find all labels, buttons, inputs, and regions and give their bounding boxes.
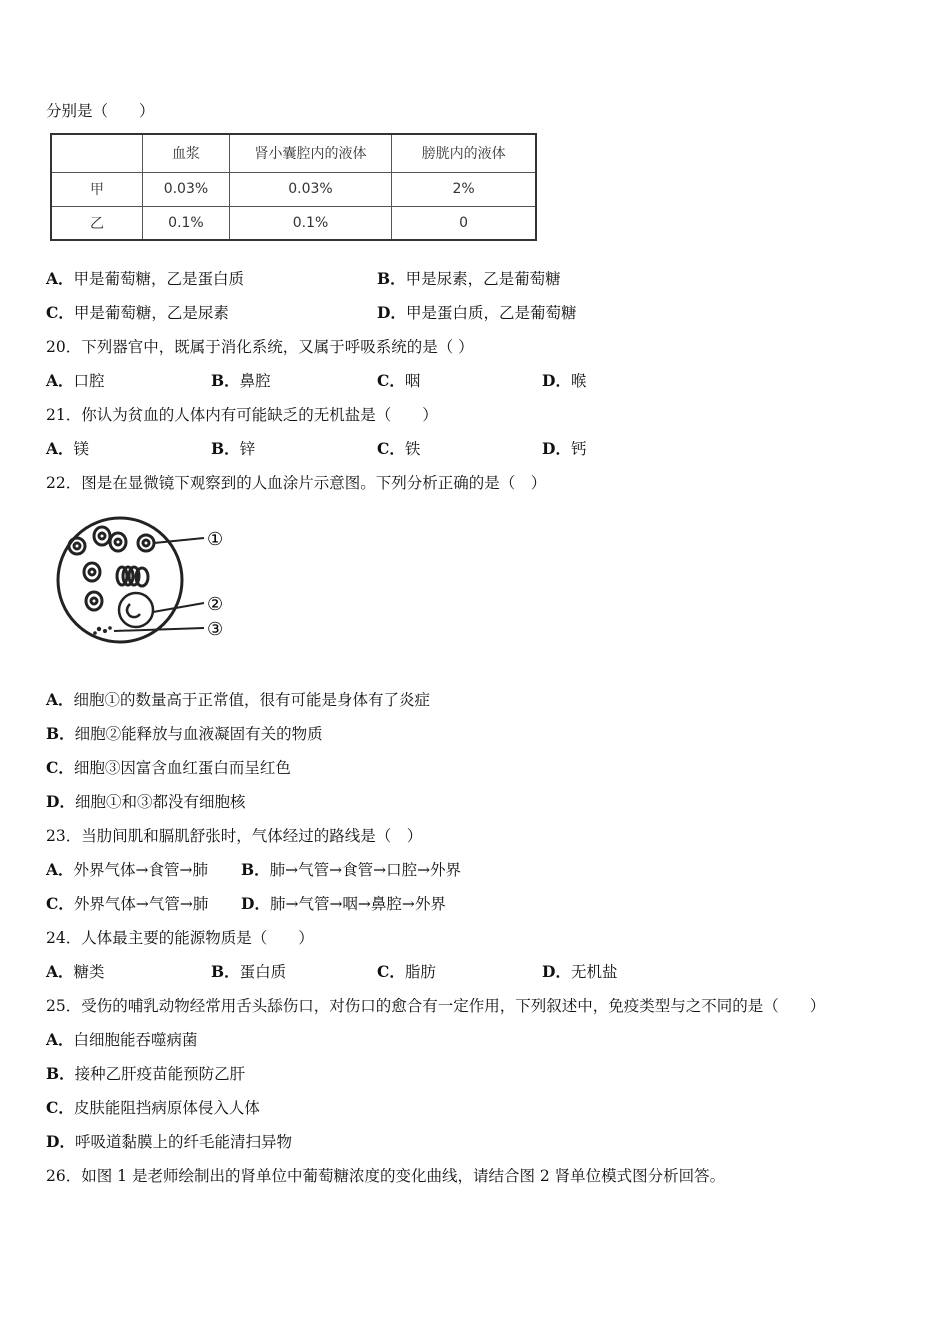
- q22-option-c[interactable]: [46, 758, 291, 778]
- option-letter: A．: [46, 439, 74, 458]
- option-text: 白细胞能吞噬病菌: [73, 1031, 198, 1049]
- option-letter: C．: [46, 894, 74, 913]
- q19-option-b[interactable]: [377, 269, 561, 289]
- q21-stem: 21．你认为贫血的人体内有可能缺乏的无机盐是（ ）: [46, 406, 438, 424]
- q23-option-a[interactable]: [46, 860, 208, 880]
- option-letter: D．: [542, 439, 571, 458]
- table-header-cell: 肾小囊腔内的液体: [229, 134, 391, 172]
- option-letter: C．: [377, 371, 405, 390]
- option-text: 甲是葡萄糖，乙是蛋白质: [73, 270, 245, 288]
- option-text: 肺→气管→咽→鼻腔→外界: [269, 895, 446, 913]
- option-letter: D．: [46, 792, 75, 811]
- option-text: 无机盐: [570, 963, 618, 981]
- q21-option-d[interactable]: [542, 439, 586, 459]
- option-letter: A．: [46, 269, 74, 288]
- q24-option-c[interactable]: [377, 962, 436, 982]
- white-blood-cell: [119, 593, 153, 627]
- table-row: [51, 206, 536, 240]
- option-letter: B．: [211, 439, 240, 458]
- q24-option-a[interactable]: [46, 962, 105, 982]
- q23-option-c[interactable]: [46, 894, 208, 914]
- option-letter: B．: [211, 371, 240, 390]
- q25-stem: 25．受伤的哺乳动物经常用舌头舔伤口，对伤口的愈合有一定作用，下列叙述中，免疫类型与之不同的是（ ）: [46, 997, 826, 1015]
- option-text: 细胞①的数量高于正常值，很有可能是身体有了炎症: [73, 691, 431, 709]
- table-header-cell: 血浆: [143, 134, 230, 172]
- option-letter: A．: [46, 690, 74, 709]
- option-letter: B．: [46, 724, 75, 743]
- q20-option-b[interactable]: [211, 371, 271, 391]
- option-text: 铁: [404, 440, 421, 458]
- q24-option-b[interactable]: [211, 962, 286, 982]
- q20-option-c[interactable]: [377, 371, 420, 391]
- table-cell: 乙: [51, 206, 143, 240]
- option-letter: A．: [46, 371, 74, 390]
- table-row: [51, 172, 536, 206]
- blood-smear-diagram: [44, 500, 264, 650]
- option-text: 甲是尿素，乙是葡萄糖: [405, 270, 561, 288]
- option-letter: B．: [241, 860, 270, 879]
- option-text: 锌: [239, 440, 256, 458]
- q25-option-b[interactable]: [46, 1064, 245, 1084]
- option-text: 外界气体→气管→肺: [73, 895, 209, 913]
- blood-smear-figure: [44, 500, 264, 654]
- option-letter: B．: [211, 962, 240, 981]
- option-letter: D．: [542, 371, 571, 390]
- option-text: 镁: [73, 440, 90, 458]
- table-header-cell: 膀胱内的液体: [392, 134, 536, 172]
- q23-option-b[interactable]: [241, 860, 461, 880]
- q19-option-a[interactable]: [46, 269, 244, 289]
- option-letter: A．: [46, 860, 74, 879]
- table-cell: 0.1%: [143, 206, 230, 240]
- q22-option-d[interactable]: [46, 792, 245, 812]
- option-letter: B．: [46, 1064, 75, 1083]
- option-letter: A．: [46, 1030, 74, 1049]
- option-text: 甲是蛋白质，乙是葡萄糖: [405, 304, 577, 322]
- option-text: 糖类: [73, 963, 105, 981]
- table-cell: 0.03%: [229, 172, 391, 206]
- option-letter: D．: [241, 894, 270, 913]
- q21-option-b[interactable]: [211, 439, 255, 459]
- option-text: 外界气体→食管→肺: [73, 861, 209, 879]
- q22-option-a[interactable]: [46, 690, 430, 710]
- q26-stem: 26．如图 1 是老师绘制出的肾单位中葡萄糖浓度的变化曲线，请结合图 2 肾单位模式图分析回答。: [46, 1167, 726, 1185]
- platelets: [93, 626, 112, 635]
- q20-option-d[interactable]: [542, 371, 586, 391]
- option-text: 钙: [570, 440, 587, 458]
- option-text: 呼吸道黏膜上的纤毛能清扫异物: [74, 1133, 292, 1151]
- table-cell: 0: [392, 206, 536, 240]
- q19-data-table: [50, 133, 537, 241]
- option-letter: A．: [46, 962, 74, 981]
- option-letter: C．: [46, 758, 74, 777]
- option-text: 咽: [404, 372, 421, 390]
- option-letter: B．: [377, 269, 406, 288]
- table-cell: 甲: [51, 172, 143, 206]
- q21-option-c[interactable]: [377, 439, 420, 459]
- figure-label-1: ①: [207, 529, 224, 550]
- option-letter: D．: [542, 962, 571, 981]
- q21-option-a[interactable]: [46, 439, 89, 459]
- q22-stem: 22．图是在显微镜下观察到的人血涂片示意图。下列分析正确的是（ ）: [46, 474, 547, 492]
- option-letter: C．: [46, 303, 74, 322]
- q22-option-b[interactable]: [46, 724, 323, 744]
- q19-stem-tail: 分别是（ ）: [46, 102, 155, 120]
- table-header-row: [51, 134, 536, 172]
- q23-option-d[interactable]: [241, 894, 446, 914]
- option-text: 肺→气管→食管→口腔→外界: [269, 861, 462, 879]
- option-text: 细胞②能释放与血液凝固有关的物质: [74, 725, 323, 743]
- q25-option-d[interactable]: [46, 1132, 292, 1152]
- option-text: 细胞①和③都没有细胞核: [74, 793, 246, 811]
- option-text: 皮肤能阻挡病原体侵入人体: [73, 1099, 260, 1117]
- option-letter: C．: [46, 1098, 74, 1117]
- option-letter: C．: [377, 439, 405, 458]
- q20-option-a[interactable]: [46, 371, 105, 391]
- option-text: 鼻腔: [239, 372, 271, 390]
- q19-option-d[interactable]: [377, 303, 576, 323]
- table-cell: 2%: [392, 172, 536, 206]
- option-text: 细胞③因富含血红蛋白而呈红色: [73, 759, 291, 777]
- option-text: 蛋白质: [239, 963, 287, 981]
- red-blood-cells: [69, 527, 154, 610]
- option-text: 喉: [570, 372, 587, 390]
- table-cell: 0.1%: [229, 206, 391, 240]
- figure-label-2: ②: [207, 594, 224, 615]
- option-text: 脂肪: [404, 963, 436, 981]
- option-letter: D．: [46, 1132, 75, 1151]
- q24-option-d[interactable]: [542, 962, 617, 982]
- figure-label-3: ③: [207, 619, 224, 640]
- q24-stem: 24．人体最主要的能源物质是（ ）: [46, 929, 314, 947]
- option-text: 口腔: [73, 372, 105, 390]
- option-letter: D．: [377, 303, 406, 322]
- q19-option-c[interactable]: [46, 303, 229, 323]
- table-cell: 0.03%: [143, 172, 230, 206]
- option-letter: C．: [377, 962, 405, 981]
- option-text: 接种乙肝疫苗能预防乙肝: [74, 1065, 246, 1083]
- q25-option-a[interactable]: [46, 1030, 198, 1050]
- q20-stem: 20．下列器官中，既属于消化系统，又属于呼吸系统的是（ ）: [46, 338, 474, 356]
- q25-option-c[interactable]: [46, 1098, 260, 1118]
- table-header-cell: [51, 134, 143, 172]
- q23-stem: 23．当肋间肌和膈肌舒张时，气体经过的路线是（ ）: [46, 827, 423, 845]
- option-text: 甲是葡萄糖，乙是尿素: [73, 304, 229, 322]
